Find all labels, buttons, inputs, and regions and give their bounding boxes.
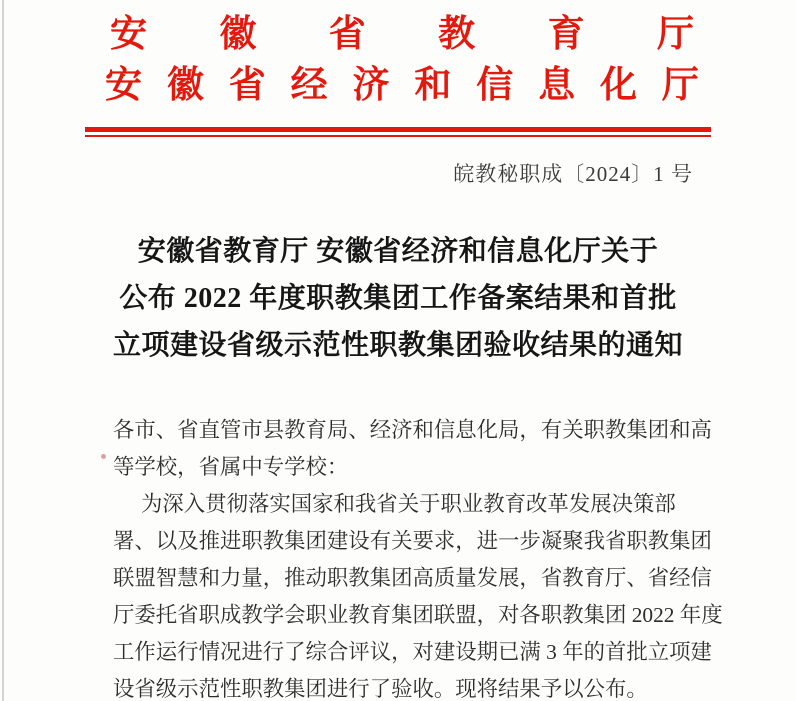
title-line-2: 公布 2022 年度职教集团工作备案结果和首批 [119, 283, 677, 314]
red-rule-thick [85, 127, 711, 132]
document-title [8, 228, 788, 369]
title-line-1: 安徽省教育厅 安徽省经济和信息化厅关于 [137, 236, 659, 267]
document-body [113, 412, 723, 701]
body-line: 为深入贯彻落实国家和我省关于职业教育改革发展决策部 [141, 492, 676, 516]
letterhead-line2: 安 徽 省 经 济 和 信 息 化 厅 [105, 65, 699, 106]
document-number: 皖教秘职成〔2024〕1 号 [453, 162, 693, 186]
body-line: 联盟智慧和力量，推动职教集团高质量发展，省教育厅、省经信 [113, 566, 712, 590]
body-line: 等学校，省属中专学校： [113, 455, 349, 479]
body-line: 工作运行情况进行了综合评议，对建设期已满 3 年的首批立项建 [113, 640, 712, 664]
title-line-3: 立项建设省级示范性职教集团验收结果的通知 [112, 330, 683, 361]
body-line: 署、以及推进职教集团建设有关要求，进一步凝聚我省职教集团 [113, 529, 712, 553]
body-line: 各市、省直管市县教育局、经济和信息化局，有关职教集团和高 [113, 418, 712, 442]
scan-speck [101, 454, 106, 459]
scan-edge-line [2, 0, 4, 701]
body-line: 设省级示范性职教集团进行了验收。现将结果予以公布。 [113, 677, 648, 701]
body-line: 厅委托省职成教学会职业教育集团联盟，对各职教集团 2022 年度 [113, 603, 723, 627]
red-rule-thin [85, 135, 711, 137]
letterhead-line1: 安 徽 省 教 育 厅 [110, 14, 694, 55]
